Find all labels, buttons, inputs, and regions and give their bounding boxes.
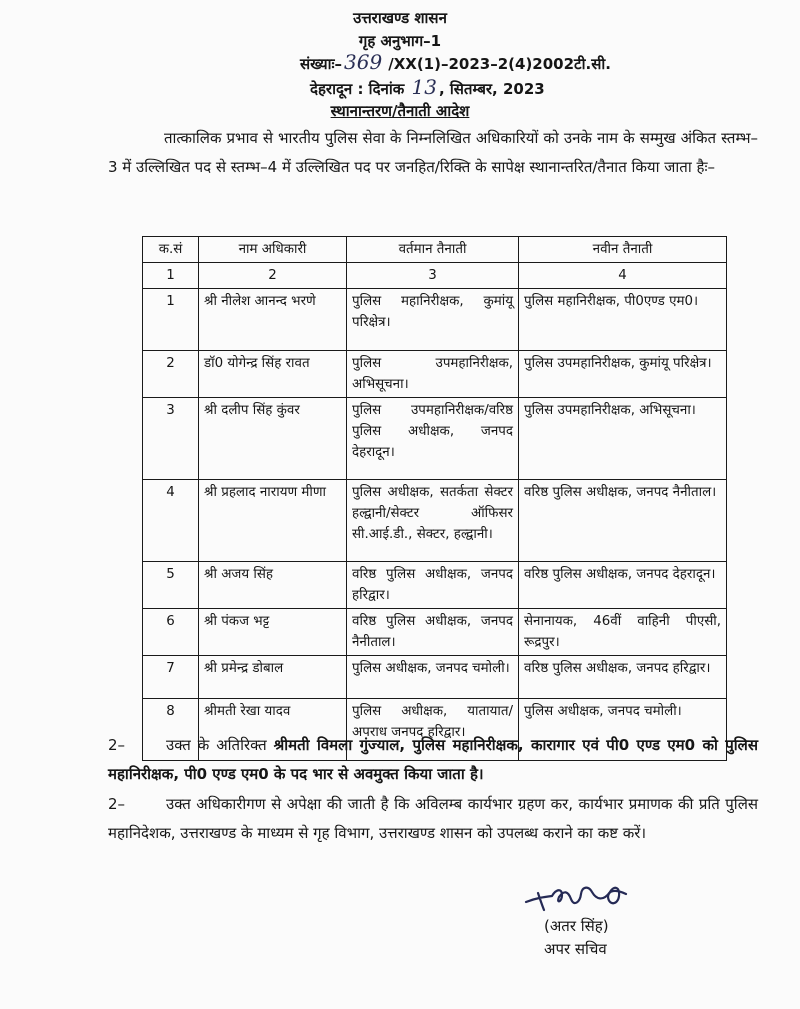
table-row xyxy=(143,480,727,562)
reference-number-handwritten: 369 xyxy=(344,50,383,74)
row-new-posting: पुलिस महानिरीक्षक, पी0एण्ड एम0। xyxy=(519,289,727,351)
order-title-text: स्थानान्तरण/तैनाती आदेश xyxy=(330,102,470,120)
row-current-posting: पुलिस उपमहानिरीक्षक, अभिसूचना। xyxy=(347,351,519,398)
reference-number-line xyxy=(300,50,611,74)
header-officer-name: नाम अधिकारी xyxy=(199,237,347,263)
government-name: उत्तराखण्ड शासन xyxy=(353,9,447,27)
row-officer-name: श्री प्रमेन्द्र डोबाल xyxy=(199,656,347,699)
row-officer-name: श्री नीलेश आनन्द भरणे xyxy=(199,289,347,351)
transfer-table xyxy=(142,236,727,761)
table-row xyxy=(143,289,727,351)
column-number: 3 xyxy=(347,263,519,289)
department-name: गृह अनुभाग–1 xyxy=(358,32,442,50)
paragraph-text: उक्त के अतिरिक्त xyxy=(166,736,274,754)
row-serial: 1 xyxy=(143,289,199,351)
header-serial: क.सं xyxy=(143,237,199,263)
row-officer-name: डॉ0 योगेन्द्र सिंह रावत xyxy=(199,351,347,398)
row-serial: 8 xyxy=(143,699,199,761)
row-officer-name: श्रीमती रेखा यादव xyxy=(199,699,347,761)
row-new-posting: पुलिस अधीक्षक, जनपद चमोली। xyxy=(519,699,727,761)
row-current-posting: पुलिस महानिरीक्षक, कुमांयू परिक्षेत्र। xyxy=(347,289,519,351)
reference-code: /XX(1)–2023–2(4)2002टी.सी. xyxy=(388,55,611,73)
row-officer-name: श्री दलीप सिंह कुंवर xyxy=(199,398,347,480)
header-new-posting: नवीन तैनाती xyxy=(519,237,727,263)
row-current-posting: पुलिस अधीक्षक, यातायात/अपराध जनपद हरिद्वार। xyxy=(347,699,519,761)
table-row xyxy=(143,656,727,699)
row-officer-name: श्री अजय सिंह xyxy=(199,562,347,609)
table-row xyxy=(143,351,727,398)
row-current-posting: पुलिस उपमहानिरीक्षक/वरिष्ठ पुलिस अधीक्षक, जनपद देहरादून। xyxy=(347,398,519,480)
paragraph-joining-instruction xyxy=(108,790,758,848)
row-serial: 6 xyxy=(143,609,199,656)
row-serial: 2 xyxy=(143,351,199,398)
paragraph-text: उक्त अधिकारीगण से अपेक्षा की जाती है कि अविलम्ब कार्यभार ग्रहण कर, कार्यभार प्रमाणक की प्रति पुलिस महानिदेशक, उत्तराखण्ड के माध्यम से गृह विभाग, उत्तराखण्ड शासन को उपलब्ध कराने का कष्ट करें। xyxy=(108,795,758,842)
row-serial: 3 xyxy=(143,398,199,480)
row-new-posting: पुलिस उपमहानिरीक्षक, अभिसूचना। xyxy=(519,398,727,480)
table-header-row xyxy=(143,237,727,263)
paragraph-bold-text: श्रीमती विमला गुंज्याल, पुलिस महानिरीक्षक, कारागार एवं पी0 एण्ड एम0 को पुलिस महानिरीक्षक, पी0 एण्ड एम0 के पद भार से अवमुक्त किया जाता है। xyxy=(108,736,758,783)
row-serial: 4 xyxy=(143,480,199,562)
column-number-row xyxy=(143,263,727,289)
row-current-posting: वरिष्ठ पुलिस अधीक्षक, जनपद नैनीताल। xyxy=(347,609,519,656)
paragraph-relief-order xyxy=(108,731,758,789)
row-current-posting: वरिष्ठ पुलिस अधीक्षक, जनपद हरिद्वार। xyxy=(347,562,519,609)
row-new-posting: वरिष्ठ पुलिस अधीक्षक, जनपद हरिद्वार। xyxy=(519,656,727,699)
row-new-posting: सेनानायक, 46वीं वाहिनी पीएसी, रूद्रपुर। xyxy=(519,609,727,656)
row-serial: 7 xyxy=(143,656,199,699)
row-new-posting: वरिष्ठ पुलिस अधीक्षक, जनपद नैनीताल। xyxy=(519,480,727,562)
intro-paragraph: तात्कालिक प्रभाव से भारतीय पुलिस सेवा के निम्नलिखित अधिकारियों को उनके नाम के सम्मुख अंकित स्तम्भ–3 में उल्लिखित पद से स्तम्भ–4 में उल्लिखित पद पर जनहित/रिक्ति के सापेक्ष स्थानान्तरित/तैनात किया जाता हैः– xyxy=(108,129,758,176)
paragraph-number: 2– xyxy=(108,736,126,754)
row-new-posting: पुलिस उपमहानिरीक्षक, कुमांयू परिक्षेत्र। xyxy=(519,351,727,398)
row-officer-name: श्री प्रहलाद नारायण मीणा xyxy=(199,480,347,562)
row-serial: 5 xyxy=(143,562,199,609)
header-current-posting: वर्तमान तैनाती xyxy=(347,237,519,263)
signatory-designation: अपर सचिव xyxy=(544,940,607,958)
row-new-posting: वरिष्ठ पुलिस अधीक्षक, जनपद देहरादून। xyxy=(519,562,727,609)
signatory-name: (अतर सिंह) xyxy=(544,917,609,935)
paragraph-number: 2– xyxy=(108,795,126,813)
table-row xyxy=(143,562,727,609)
row-officer-name: श्री पंकज भट्ट xyxy=(199,609,347,656)
date-day-handwritten: 13 xyxy=(411,75,437,99)
date-label: देहरादून : दिनांक xyxy=(310,80,405,98)
column-number: 2 xyxy=(199,263,347,289)
table-row xyxy=(143,609,727,656)
table-row xyxy=(143,398,727,480)
row-current-posting: पुलिस अधीक्षक, सतर्कता सेक्टर हल्द्वानी/सेक्टर ऑफिसर सी.आई.डी., सेक्टर, हल्द्वानी। xyxy=(347,480,519,562)
date-month-year: , सितम्बर, 2023 xyxy=(438,80,545,98)
handwritten-signature xyxy=(522,877,642,915)
column-number: 4 xyxy=(519,263,727,289)
order-title xyxy=(0,101,800,121)
reference-label: संख्याः– xyxy=(300,55,343,73)
date-line xyxy=(310,75,545,99)
row-current-posting: पुलिस अधीक्षक, जनपद चमोली। xyxy=(347,656,519,699)
column-number: 1 xyxy=(143,263,199,289)
